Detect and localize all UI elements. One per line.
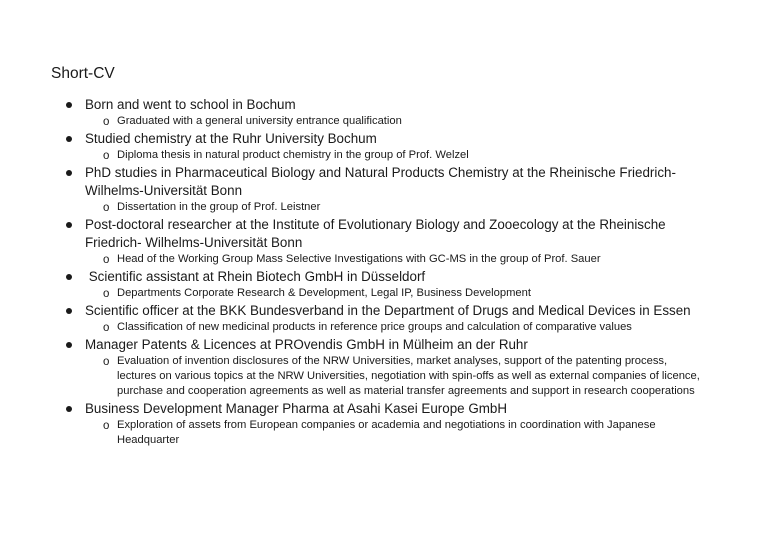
cv-entry xyxy=(0,302,768,320)
cv-entry-text: Post-doctoral researcher at the Institute of Evolutionary Biology and Zooecology at the Rheinische Friedrich- Wilhelms-Universität Bonn xyxy=(85,217,666,250)
cv-entry-text: Business Development Manager Pharma at Asahi Kasei Europe GmbH xyxy=(85,401,508,416)
cv-sub-entry xyxy=(0,252,768,267)
cv-entry xyxy=(0,336,768,354)
hollow-bullet-icon: o xyxy=(103,254,110,266)
cv-entry xyxy=(0,400,768,418)
bullet-icon xyxy=(66,274,72,280)
bullet-icon xyxy=(66,136,72,142)
hollow-bullet-icon: o xyxy=(103,202,110,214)
bullet-icon xyxy=(66,222,72,228)
cv-entry-text: Scientific officer at the BKK Bundesverband in the Department of Drugs and Medical Devices in Essen xyxy=(85,303,691,318)
hollow-bullet-icon: o xyxy=(103,116,110,128)
cv-entry-list xyxy=(0,96,768,449)
hollow-bullet-icon: o xyxy=(103,288,110,300)
cv-entry-text: Born and went to school in Bochum xyxy=(85,97,296,112)
cv-entry-text: Studied chemistry at the Ruhr University Bochum xyxy=(85,131,377,146)
cv-sub-entry xyxy=(0,200,768,215)
bullet-icon xyxy=(66,308,72,314)
hollow-bullet-icon: o xyxy=(103,150,110,162)
hollow-bullet-icon: o xyxy=(103,356,110,368)
cv-sub-entry xyxy=(0,418,768,448)
cv-entry xyxy=(0,164,768,200)
cv-entry-text: Scientific assistant at Rhein Biotech GmbH in Düsseldorf xyxy=(85,269,426,284)
cv-sub-entry-text: Departments Corporate Research & Development, Legal IP, Business Development xyxy=(117,287,531,299)
bullet-icon xyxy=(66,170,72,176)
cv-entry xyxy=(0,268,768,286)
cv-sub-entry-text: Exploration of assets from European companies or academia and negotiations in coordination with Japanese Headquarter xyxy=(117,419,656,446)
cv-entry xyxy=(0,216,768,252)
bullet-icon xyxy=(66,406,72,412)
cv-sub-entry-text: Graduated with a general university entrance qualification xyxy=(117,115,402,127)
bullet-icon xyxy=(66,102,72,108)
cv-entry-text: PhD studies in Pharmaceutical Biology and Natural Products Chemistry at the Rheinische Friedrich-Wilhelms-Universität Bonn xyxy=(85,165,676,198)
cv-sub-entry-text: Head of the Working Group Mass Selective Investigations with GC-MS in the group of Prof. Sauer xyxy=(117,253,601,265)
cv-sub-entry-text: Diploma thesis in natural product chemistry in the group of Prof. Welzel xyxy=(117,149,469,161)
cv-sub-entry xyxy=(0,148,768,163)
cv-sub-entry-text: Evaluation of invention disclosures of the NRW Universities, market analyses, support of the patenting process, lectures on various topics at the NRW Universities, negotiation with spin-offs as well as external companies of licence, purchase and cooperation agreements as well as material transfer agreements and support in research cooperations xyxy=(117,355,700,397)
cv-entry-text: Manager Patents & Licences at PROvendis GmbH in Mülheim an der Ruhr xyxy=(85,337,528,352)
hollow-bullet-icon: o xyxy=(103,322,110,334)
hollow-bullet-icon: o xyxy=(103,420,110,432)
cv-sub-entry xyxy=(0,286,768,301)
cv-sub-entry xyxy=(0,114,768,129)
bullet-icon xyxy=(66,342,72,348)
cv-sub-entry-text: Classification of new medicinal products in reference price groups and calculation of comparative values xyxy=(117,321,632,333)
cv-sub-entry xyxy=(0,354,768,399)
cv-sub-entry xyxy=(0,320,768,335)
cv-sub-entry-text: Dissertation in the group of Prof. Leistner xyxy=(117,201,321,213)
cv-entry xyxy=(0,130,768,148)
page-title: Short-CV xyxy=(51,65,115,82)
cv-entry xyxy=(0,96,768,114)
